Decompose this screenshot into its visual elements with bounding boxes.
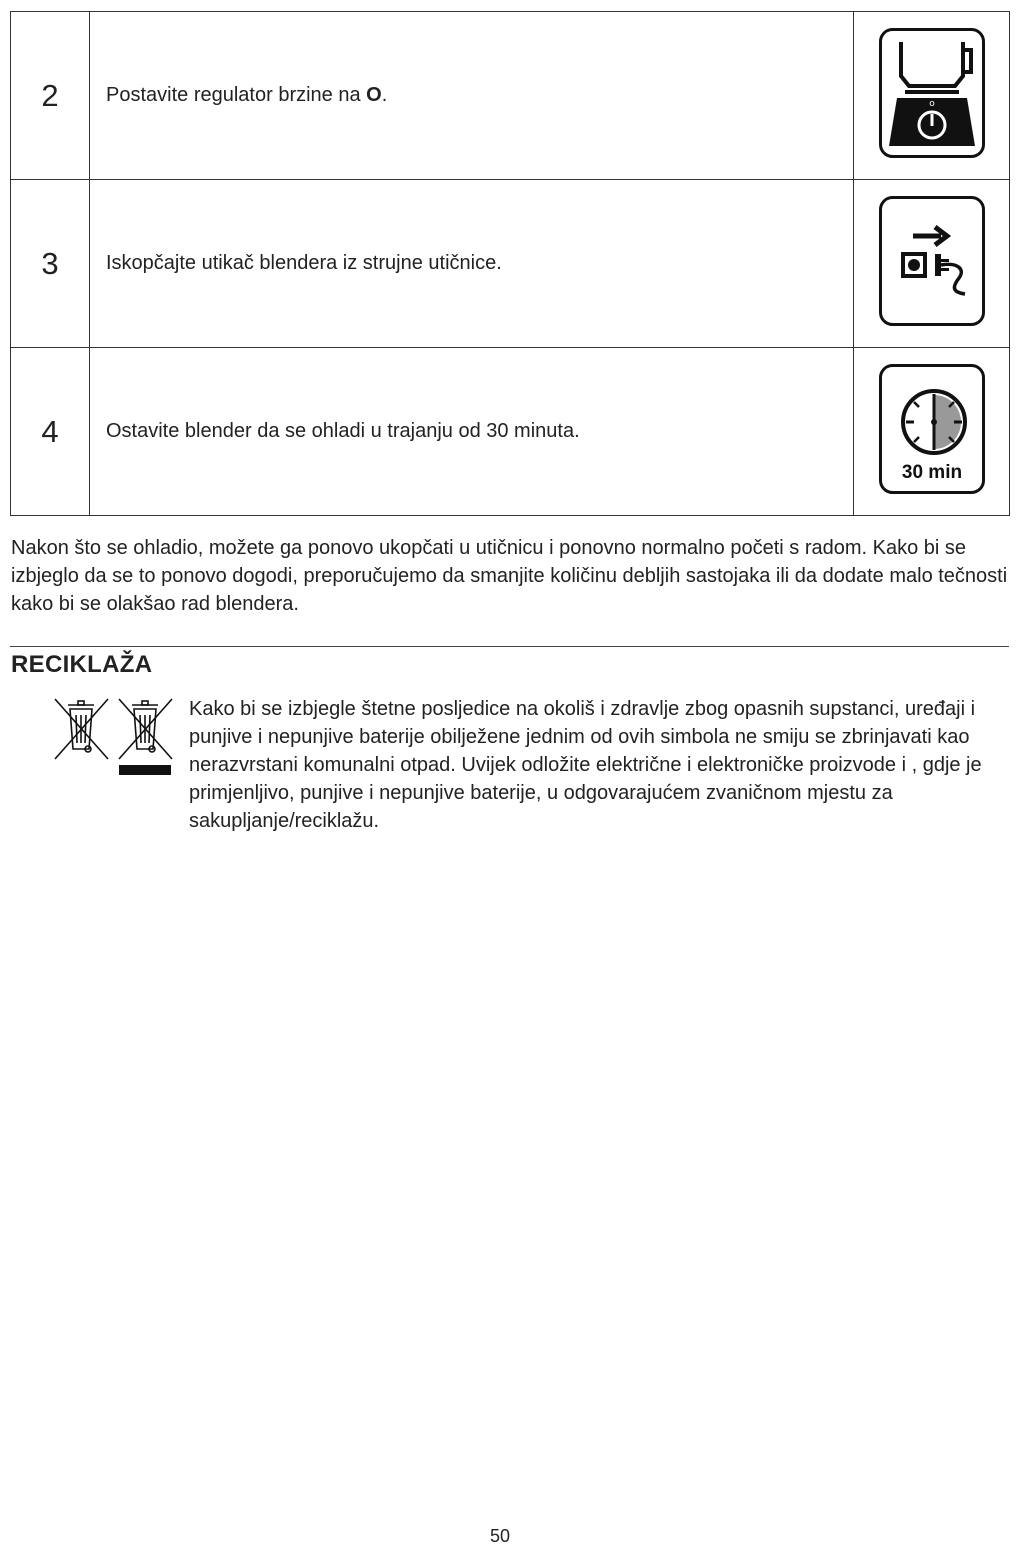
step-text	[90, 12, 854, 180]
weee-symbols	[52, 697, 174, 777]
blender-off-icon	[879, 28, 985, 158]
step-text: Ostavite blender da se ohladi u trajanju od 30 minuta.	[90, 348, 854, 516]
steps-table	[10, 11, 1010, 516]
page-number: 50	[489, 1526, 511, 1546]
section-divider	[10, 646, 1009, 647]
step-row	[11, 12, 1010, 180]
timer-icon	[879, 364, 985, 494]
section-heading: RECIKLAŽA	[11, 651, 153, 678]
step-number: 4	[11, 348, 90, 516]
step-text-main: Postavite regulator brzine na	[106, 84, 367, 106]
speed-setting-bold: O	[366, 84, 382, 106]
unplug-icon	[879, 196, 985, 326]
step-row	[11, 348, 1010, 516]
step-row	[11, 180, 1010, 348]
step-number: 3	[11, 180, 90, 348]
crossed-bin-icon	[55, 699, 108, 759]
svg-text:o: o	[928, 99, 935, 109]
step-text: Iskopčajte utikač blendera iz strujne utičnice.	[90, 180, 854, 348]
crossed-bin-bar-icon	[119, 699, 172, 759]
timer-label: 30 min	[901, 462, 962, 483]
cooling-note: Nakon što se ohladio, možete ga ponovo ukopčati u utičnicu i ponovno normalno početi s radom. Kako bi se izbjeglo da se to ponovo dogodi, preporučujemo da smanjite količinu debljih sastojaka ili da dodate malo tečnosti kako bi se olakšao rad blendera.	[11, 537, 1008, 615]
step-text-end: .	[381, 84, 388, 106]
step-number: 2	[11, 12, 90, 180]
recycling-text: Kako bi se izbjegle štetne posljedice na okoliš i zdravlje zbog opasnih supstanci, uređaji i punjive i nepunjive baterije obilježene jednim od ovih simbola ne smiju se zbrinjavati kao nerazvrstani komunalni otpad. Uvijek odložite električne i elektroničke proizvode i , gdje je primjenljivo, punjive i nepunjive baterije, u odgovarajućem zvaničnom mjestu za sakupljanje/reciklažu.	[189, 698, 982, 832]
